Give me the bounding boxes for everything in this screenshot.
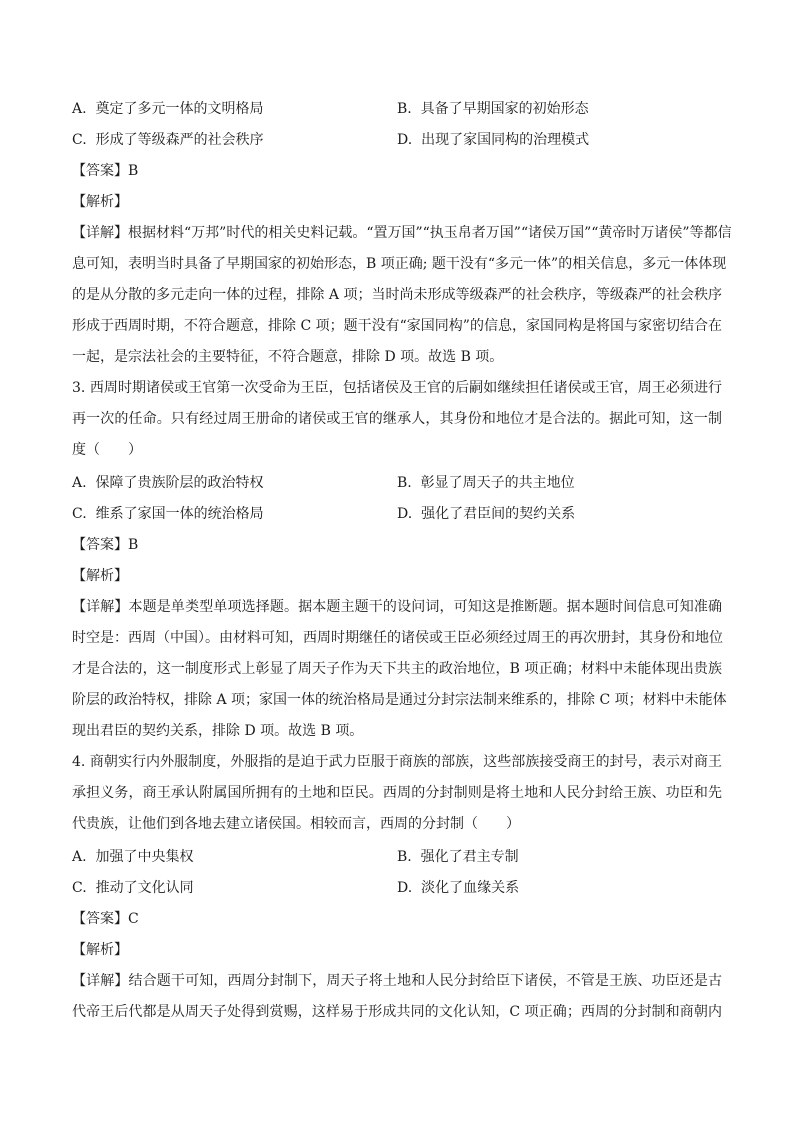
option-text: 推动了文化认同 <box>95 880 194 896</box>
q4-detail-line: 【详解】结合题干可知，西周分封制下，周天子将土地和人民分封给臣下诸侯，不管是王族、功臣还是古 <box>72 973 722 989</box>
q2-option-c <box>72 130 264 150</box>
q4-option-d <box>397 878 519 898</box>
option-letter: C. <box>72 880 87 896</box>
option-letter: A. <box>72 101 87 117</box>
q4-option-a <box>72 847 193 867</box>
q3-detail-line: 现出君臣的契约关系，排除 D 项。故选 B 项。 <box>72 723 364 739</box>
option-letter: A. <box>72 849 87 865</box>
option-letter: D. <box>397 132 413 148</box>
q4-analysis-heading: 【解析】 <box>72 942 128 958</box>
option-letter: B. <box>397 101 412 117</box>
option-text: 形成了等级森严的社会秩序 <box>95 132 264 148</box>
q3-detail-line: 阶层的政治特权，排除 A 项；家国一体的统治格局是通过分封宗法制来维系的，排除 C 项；材料中未能体 <box>72 692 727 708</box>
q3-stem-line: 再一次的任命。只有经过周王册命的诸侯或王官的继承人，其身份和地位才是合法的。据此可知，这一制 <box>72 411 722 427</box>
q2-option-b <box>397 99 589 119</box>
q3-option-a <box>72 473 263 493</box>
option-letter: D. <box>397 880 413 896</box>
option-text: 出现了家国同构的治理模式 <box>421 132 590 148</box>
option-text: 强化了君主专制 <box>420 849 519 865</box>
q3-detail-line: 【详解】本题是单类型单项选择题。据本题主题干的设问词，可知这是推断题。据本题时间信息可知准确 <box>72 599 722 615</box>
q2-detail-line: 形成于西周时期，不符合题意，排除 C 项；题干没有“家国同构”的信息，家国同构是将国与家密切结合在 <box>72 318 722 334</box>
option-text: 具备了早期国家的初始形态 <box>420 101 589 117</box>
q3-stem-line: 3. 西周时期诸侯或王官第一次受命为王臣，包括诸侯及王官的后嗣如继续担任诸侯或王官，周王必须进行 <box>72 380 722 396</box>
q4-detail-line: 代帝王后代都是从周天子处得到赏赐，这样易于形成共同的文化认知，C 项正确；西周的分封制和商朝内 <box>72 1004 722 1020</box>
q4-answer: 【答案】C <box>72 911 139 927</box>
q3-option-d <box>397 504 575 524</box>
q4-stem-line: 代贵族，让他们到各地去建立诸侯国。相较而言，西周的分封制（ ） <box>72 816 520 832</box>
q3-option-c <box>72 504 264 524</box>
q4-option-b <box>397 847 519 867</box>
q3-answer: 【答案】B <box>72 537 139 553</box>
q3-option-b <box>397 473 575 493</box>
option-letter: B. <box>397 849 412 865</box>
option-letter: A. <box>72 475 87 491</box>
q3-analysis-heading: 【解析】 <box>72 568 128 584</box>
q4-stem-line: 承担义务，商王承认附属国所拥有的土地和臣民。西周的分封制则是将土地和人民分封给王族、功臣和先 <box>72 785 722 801</box>
q4-stem-line: 4. 商朝实行内外服制度，外服指的是迫于武力臣服于商族的部族，这些部族接受商王的封号，表示对商王 <box>72 754 722 770</box>
option-letter: C. <box>72 132 87 148</box>
option-text: 保障了贵族阶层的政治特权 <box>95 475 264 491</box>
q2-option-a <box>72 99 263 119</box>
q4-option-c <box>72 878 194 898</box>
q3-stem-line: 度（ ） <box>72 442 142 458</box>
option-text: 彰显了周天子的共主地位 <box>420 475 575 491</box>
option-text: 加强了中央集权 <box>95 849 194 865</box>
option-letter: C. <box>72 506 87 522</box>
q2-detail-line: 一起，是宗法社会的主要特征，不符合题意，排除 D 项。故选 B 项。 <box>72 349 504 365</box>
q3-detail-line: 才是合法的，这一制度形式上彰显了周天子作为天下共主的政治地位，B 项正确；材料中未能体现出贵族 <box>72 661 722 677</box>
option-letter: D. <box>397 506 413 522</box>
q2-detail-line: 【详解】根据材料“万邦”时代的相关史料记载。“置万国”“执玉帛者万国”“诸侯万国”“黄帝时万诸侯”等都信 <box>72 225 732 241</box>
option-text: 淡化了血缘关系 <box>421 880 520 896</box>
option-letter: B. <box>397 475 412 491</box>
q2-analysis-heading: 【解析】 <box>72 194 128 210</box>
q3-detail-line: 时空是：西周（中国）。由材料可知，西周时期继任的诸侯或王臣必须经过周王的再次册封，其身份和地位 <box>72 630 723 646</box>
option-text: 强化了君臣间的契约关系 <box>421 506 576 522</box>
q2-answer: 【答案】B <box>72 163 139 179</box>
q2-detail-line: 的是从分散的多元走向一体的过程，排除 A 项；当时尚未形成等级森严的社会秩序，等级森严的社会秩序 <box>72 287 722 303</box>
q2-detail-line: 息可知，表明当时具备了早期国家的初始形态，B 项正确; 题干没有“多元一体”的相关信息，多元一体体现 <box>72 256 727 272</box>
option-text: 奠定了多元一体的文明格局 <box>95 101 264 117</box>
option-text: 维系了家国一体的统治格局 <box>95 506 264 522</box>
q2-option-d <box>397 130 589 150</box>
